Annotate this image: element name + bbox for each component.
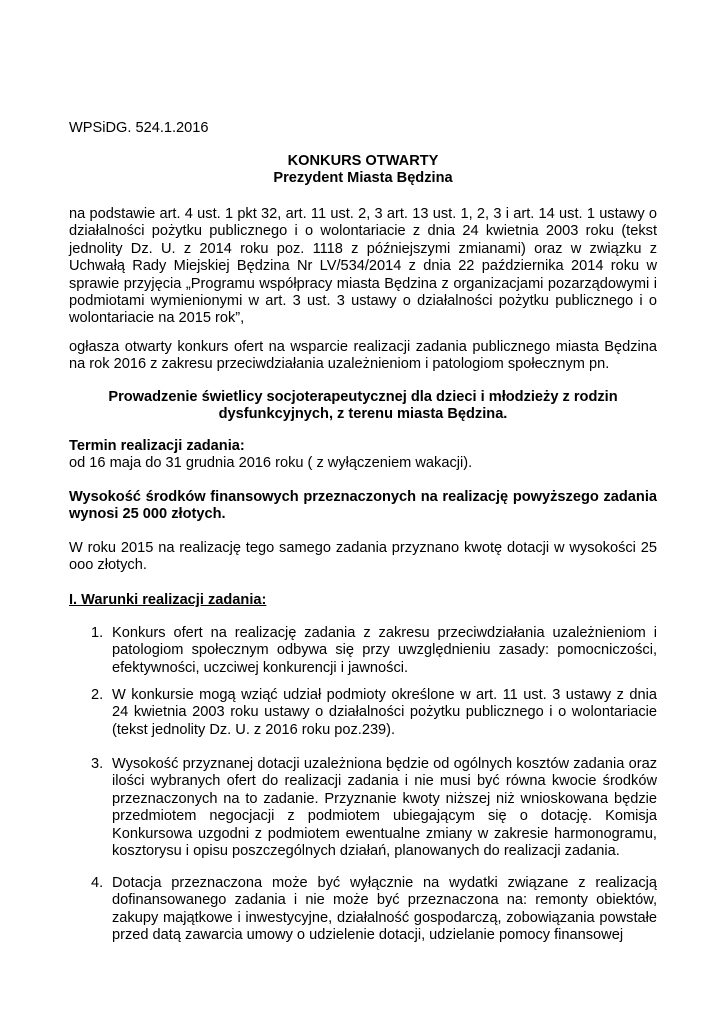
announcement-paragraph: ogłasza otwarty konkurs ofert na wsparcie realizacji zadania publicznego miasta Będzina na rok 2016 z zakresu przeciwdziałania uzależnieniom i patologiom społecznym pn. xyxy=(69,339,657,373)
title-block xyxy=(69,153,657,188)
document-title: KONKURS OTWARTY xyxy=(287,153,439,169)
term-heading: Termin realizacji zadania: xyxy=(69,438,245,454)
document-subtitle: Prezydent Miasta Będzina xyxy=(273,170,453,187)
list-item xyxy=(69,875,657,945)
list-item xyxy=(69,625,657,677)
section-heading xyxy=(69,592,657,609)
list-item-number: 4. xyxy=(91,875,104,891)
term-text: od 16 maja do 31 grudnia 2016 roku ( z wyłączeniem wakacji). xyxy=(69,455,473,471)
list-item-number: 1. xyxy=(91,625,104,641)
list-item-number: 3. xyxy=(91,756,104,772)
list-item-text: Dotacja przeznaczona może być wyłącznie na wydatki związane z realizacją dofinansowanego zadania i nie może być przeznaczona na: remonty obiektów, zakupy majątkowe i inwestycyjne, działalność gospodarczą, zobowiązania powstałe przed datą zawarcia umowy o udzielenie dotacji, udzielanie pomocy finansowej xyxy=(112,875,657,944)
task-name: Prowadzenie świetlicy socjoterapeutycznej dla dzieci i młodzieży z rodzin dysfunkcyjnych, z terenu miasta Będzina. xyxy=(108,389,618,423)
previous-year-paragraph: W roku 2015 na realizację tego samego zadania przyznano kwotę dotacji w wysokości 25 ooo złotych. xyxy=(69,540,657,574)
list-item-text: Konkurs ofert na realizację zadania z zakresu przeciwdziałania uzależnieniom i patologiom społecznym odbywa się przy uwzględnieniu zasady: pomocniczości, efektywności, uczciwej konkurencji i jawności. xyxy=(112,625,657,676)
list-item xyxy=(69,756,657,860)
list-item-number: 2. xyxy=(91,687,104,703)
legal-basis-paragraph: na podstawie art. 4 ust. 1 pkt 32, art. 11 ust. 2, 3 art. 13 ust. 1, 2, 3 i art. 14 ust. 1 ustawy o działalności pożytku publicznego i o wolontariacie z dnia 24 kwietnia 2003 roku (tekst jednolity Dz. U. z 2014 roku poz. 1118 z późniejszymi zmianami) oraz w związku z Uchwałą Rady Miejskiej Będzina Nr LV/534/2014 z dnia 22 października 2014 roku w sprawie przyjęcia „Programu współpracy miasta Będzina z organizacjami pozarządowymi i podmiotami wymienionymi w art. 3 ust. 3 ustawy o działalności pożytku publicznego i o wolontariacie na 2015 rok”, xyxy=(69,206,657,327)
list-item-text: Wysokość przyznanej dotacji uzależniona będzie od ogólnych kosztów zadania oraz ilości wybranych ofert do realizacji zadania i nie musi być równa kwocie środków przeznaczonych na to zadanie. Przyznanie kwoty niższej niż wnioskowana będzie przedmiotem negocjacji z podmiotem ubiegającym się o dotację. Komisja Konkursowa uzgodni z podmiotem ewentualne zmiany w zakresie harmonogramu, kosztorysu i opisu poszczególnych działań, planowanych do realizacji zadania. xyxy=(112,756,657,860)
list-item-text: W konkursie mogą wziąć udział podmioty określone w art. 11 ust. 3 ustawy z dnia 24 kwietnia 2003 roku ustawy o działalności pożytku publicznego i o wolontariacie (tekst jednolity Dz. U. z 2016 roku poz.239). xyxy=(112,687,657,738)
list-item xyxy=(69,687,657,739)
section-heading-text: I. Warunki realizacji zadania: xyxy=(69,592,267,608)
document-reference: WPSiDG. 524.1.2016 xyxy=(69,120,209,136)
funds-paragraph: Wysokość środków finansowych przeznaczonych na realizację powyższego zadania wynosi 25 000 złotych. xyxy=(69,489,657,523)
